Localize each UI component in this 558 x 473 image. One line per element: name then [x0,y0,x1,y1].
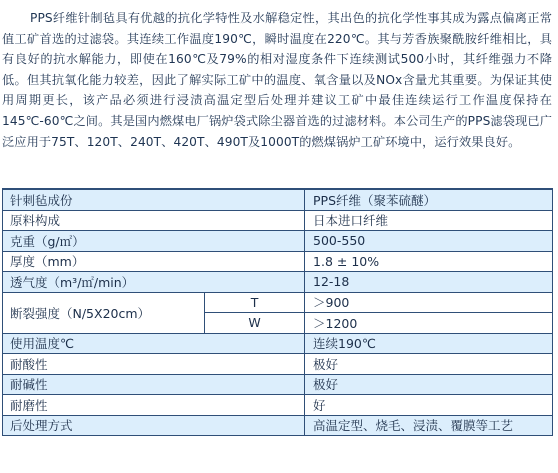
table-row [3,210,553,231]
spec-value: ＞900 [305,292,553,313]
spec-table [2,188,553,436]
spec-label: 使用温度℃ [3,333,305,354]
table-row [3,415,553,436]
spec-value: 12-18 [305,272,553,293]
table-row [3,374,553,395]
spec-value: 500-550 [305,231,553,252]
spec-value: 连续190℃ [305,333,553,354]
spec-value: 极好 [305,374,553,395]
spec-value: 1.8 ± 10% [305,251,553,272]
strength-direction-w: W [205,313,305,334]
spec-value: PPS纤维（聚苯硫醚） [305,189,553,210]
description-paragraph: PPS纤维针制毡具有优越的抗化学特性及水解稳定性，其出色的抗化学性事其成为露点偏离正常值工矿首选的过滤袋。其连续工作温度190℃，瞬时温度在220℃。其与芳香族聚酰胺纤维相比，具有良好的抗水解能力，即使在160℃及79%的相对湿度条件下连续测试500小时，其纤维强力不降低。但其抗氧化能力较差，因此了解实际工矿中的温度、氧含量以及NOx含量尤其重要。为保证其使用周期更长，该产品必须进行浸渍高温定型后处理并建议工矿中最佳连续运行工作温度保持在145℃-60℃之间。其是国内燃煤电厂锅炉袋式除尘器首选的过滤材料。本公司生产的PPS滤袋现已广泛应用于75T、120T、240T、420T、490T及1000T的燃煤锅炉工矿环境中，运行效果良好。 [2,11,552,149]
table-row [3,395,553,416]
spec-label: 耐磨性 [3,395,305,416]
spec-value: 日本进口纤维 [305,210,553,231]
spec-label: 克重（g/㎡） [3,231,305,252]
spec-value: ＞1200 [305,313,553,334]
spec-label: 耐碱性 [3,374,305,395]
spec-value: 好 [305,395,553,416]
table-row [3,272,553,293]
spec-value: 高温定型、烧毛、浸渍、覆膜等工艺 [305,415,553,436]
table-row [3,333,553,354]
table-header-row [3,189,553,210]
strength-direction-t: T [205,292,305,313]
table-row [3,292,553,313]
product-description [0,8,552,152]
spec-label: 断裂强度（N/5X20cm） [3,292,205,333]
spec-label: 原料构成 [3,210,305,231]
table-row [3,354,553,375]
spec-label: 厚度（mm） [3,251,305,272]
table-row [3,251,553,272]
spec-label: 耐酸性 [3,354,305,375]
table-row [3,231,553,252]
spec-label: 透气度（m³/㎡/min） [3,272,305,293]
spec-label: 针刺毡成份 [3,189,305,210]
spec-label: 后处理方式 [3,415,305,436]
spec-value: 极好 [305,354,553,375]
